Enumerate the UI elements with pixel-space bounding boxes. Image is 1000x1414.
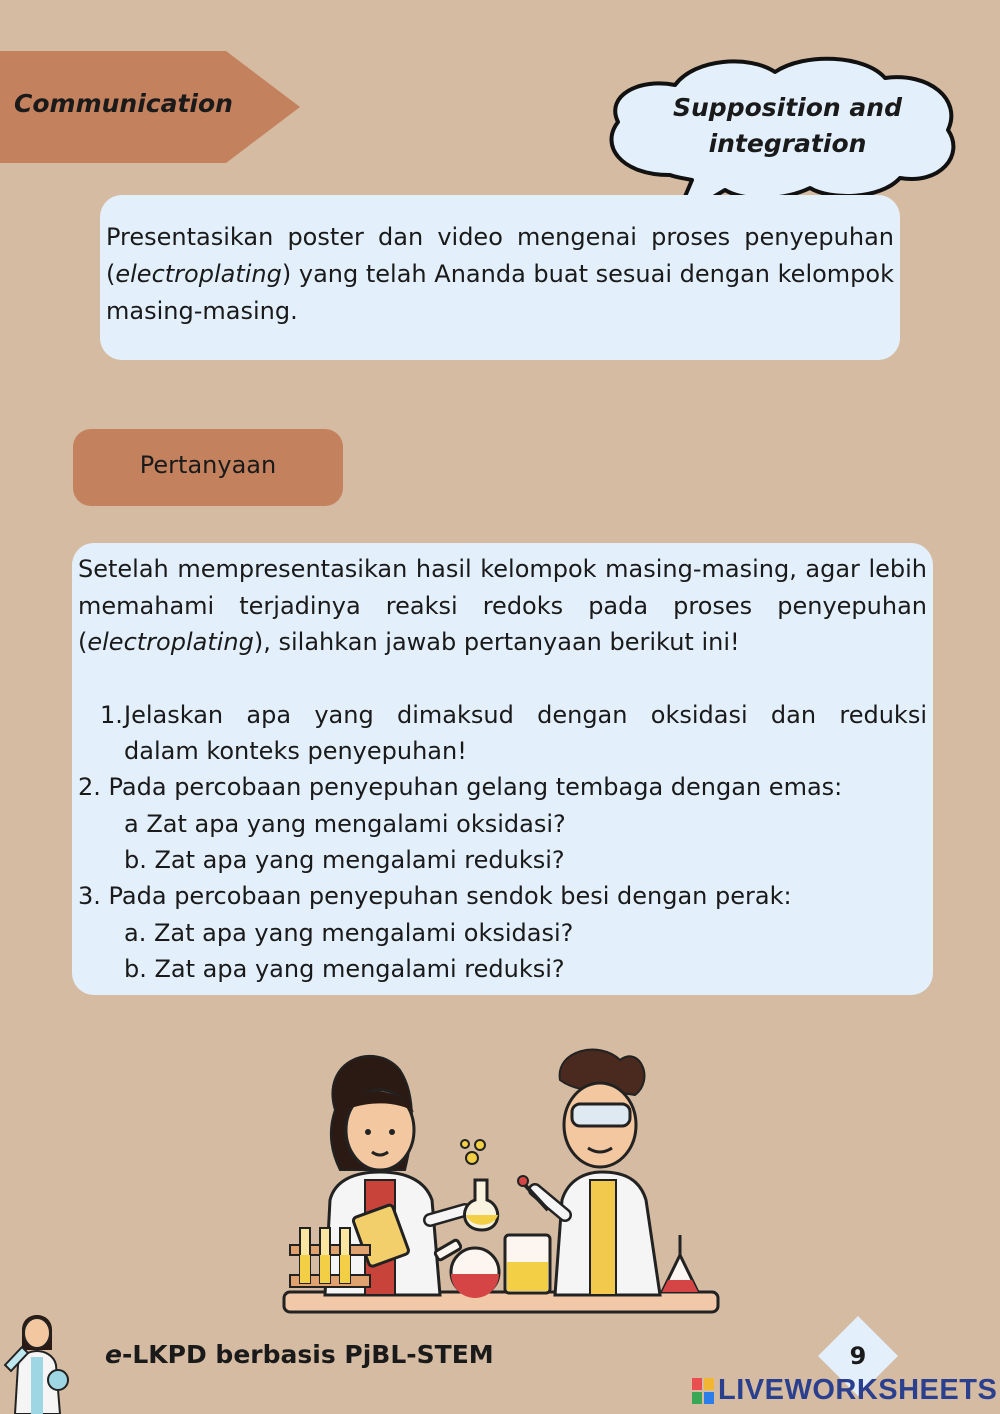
question-1-line1: Jelaskan apa yang dimaksud dengan oksidasi dan reduksi xyxy=(124,701,927,729)
intro-part1: Setelah mempresentasikan hasil kelompok masing-masing, agar lebih memahami terjadinya reaksi redoks pada proses penyepuhan ( xyxy=(78,555,927,656)
questions-tab xyxy=(73,429,343,506)
red-flask xyxy=(434,1239,499,1298)
question-2b: b. Zat apa yang mengalami reduksi? xyxy=(124,846,565,874)
question-1-line2: dalam konteks penyepuhan! xyxy=(124,737,467,765)
task-text-part1: Presentasikan poster dan video mengenai proses penyepuhan ( xyxy=(106,223,894,288)
liveworksheets-watermark[interactable] xyxy=(692,1372,998,1408)
footer-title-rest: -LKPD berbasis PjBL-STEM xyxy=(121,1340,494,1369)
communication-banner xyxy=(0,51,300,163)
question-2a: a Zat apa yang mengalami oksidasi? xyxy=(124,810,566,838)
question-2: 2. Pada percobaan penyepuhan gelang tembaga dengan emas: xyxy=(78,773,843,801)
question-1-number: 1. xyxy=(100,701,123,729)
intro-italic: electroplating xyxy=(87,628,254,656)
task-text-italic: electroplating xyxy=(115,260,282,288)
footer-title-prefix: e xyxy=(105,1340,122,1369)
communication-label: Communication xyxy=(14,89,233,118)
question-3b: b. Zat apa yang mengalami reduksi? xyxy=(124,955,565,983)
intro-part2: ), silahkan jawab pertanyaan berikut ini! xyxy=(253,628,740,656)
question-3a: a. Zat apa yang mengalami oksidasi? xyxy=(124,919,574,947)
liveworksheets-text: LIVEWORKSHEETS xyxy=(718,1374,998,1406)
task-text xyxy=(106,219,894,330)
task-panel xyxy=(100,195,900,360)
cloud-label: Supposition and integration xyxy=(673,93,902,158)
footer-title xyxy=(105,1340,494,1369)
questions-intro xyxy=(78,551,927,661)
liveworksheets-logo-icon xyxy=(692,1378,714,1404)
questions-panel xyxy=(72,543,933,995)
question-3: 3. Pada percobaan penyepuhan sendok besi dengan perak: xyxy=(78,882,792,910)
beaker xyxy=(505,1235,550,1293)
scientists-illustration xyxy=(280,1040,725,1320)
mini-scientist-icon xyxy=(0,1305,75,1414)
page-number: 9 xyxy=(849,1342,867,1370)
task-text-part2: ) yang telah Ananda buat sesuai dengan kelompok masing-masing. xyxy=(106,260,894,325)
questions-tab-label: Pertanyaan xyxy=(139,451,277,479)
